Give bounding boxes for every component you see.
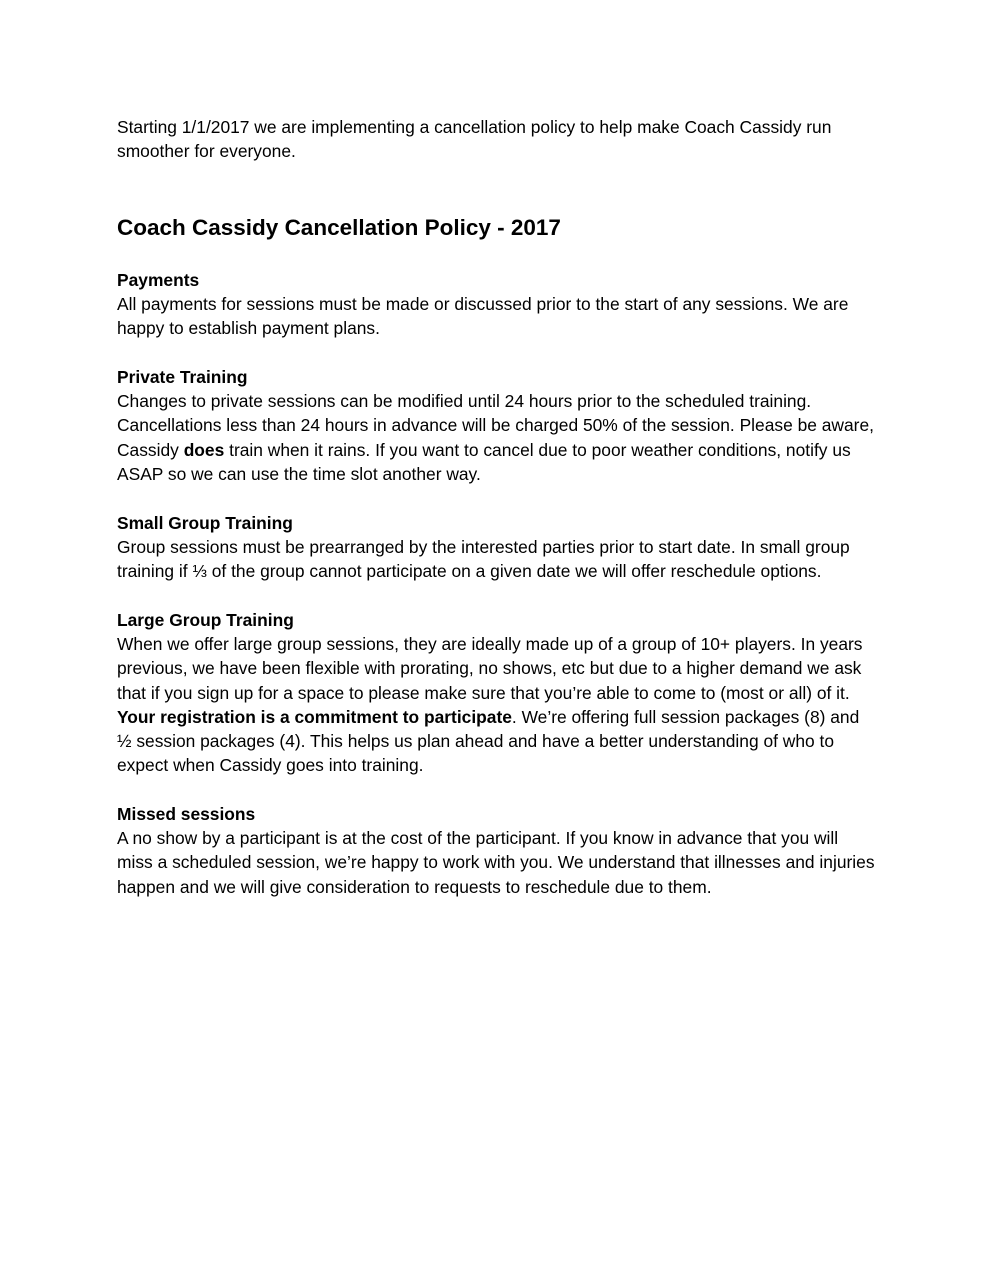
section-body-small-group-training: Group sessions must be prearranged by the interested parties prior to start date. In small group training if ⅓ of the group cannot participate on a given date we will offer reschedule options.	[117, 537, 850, 582]
document-page	[117, 115, 877, 897]
large-group-emphasis: Your registration is a commitment to participate	[117, 706, 512, 727]
section-missed-sessions	[117, 802, 877, 899]
private-training-emphasis: does	[183, 439, 225, 460]
private-training-text-2: train when it rains. If you want to cancel due to poor weather conditions, notify us ASAP so we can use the time slot another way.	[117, 439, 851, 484]
section-body-large-group-training	[117, 632, 877, 777]
intro-paragraph: Starting 1/1/2017 we are implementing a cancellation policy to help make Coach Cassidy run smoother for everyone.	[117, 117, 832, 162]
section-heading-small-group-training: Small Group Training	[117, 513, 293, 533]
section-body-private-training	[117, 389, 877, 486]
document-title: Coach Cassidy Cancellation Policy - 2017	[117, 215, 561, 240]
private-training-text-1: Changes to private sessions can be modified until 24 hours prior to the scheduled training. Cancellations less than 24 hours in advance will be charged 50% of the session. Please be aware, Cassidy	[117, 391, 874, 460]
section-heading-missed-sessions: Missed sessions	[117, 804, 256, 824]
section-heading-payments: Payments	[117, 270, 200, 290]
section-large-group-training	[117, 608, 877, 777]
large-group-text-1: When we offer large group sessions, they are ideally made up of a group of 10+ players. In years previous, we have been flexible with prorating, no shows, etc but due to a higher demand we ask that if you sign up for a space to please make sure that you’re able to come to (most or all) of it.	[117, 634, 863, 703]
section-body-missed-sessions: A no show by a participant is at the cost of the participant. If you know in advance that you will miss a scheduled session, we’re happy to work with you. We understand that illnesses and injuries happen and we will give consideration to requests to reschedule due to them.	[117, 828, 875, 897]
large-group-text-2: . We’re offering full session packages (8) and ½ session packages (4). This helps us plan ahead and have a better understanding of who to expect when Cassidy goes into training.	[117, 706, 860, 776]
section-small-group-training	[117, 511, 877, 584]
section-private-training	[117, 365, 877, 486]
section-body-payments: All payments for sessions must be made or discussed prior to the start of any sessions. We are happy to establish payment plans.	[117, 294, 849, 339]
section-heading-private-training: Private Training	[117, 367, 248, 387]
section-payments	[117, 268, 877, 341]
section-heading-large-group-training: Large Group Training	[117, 610, 294, 630]
